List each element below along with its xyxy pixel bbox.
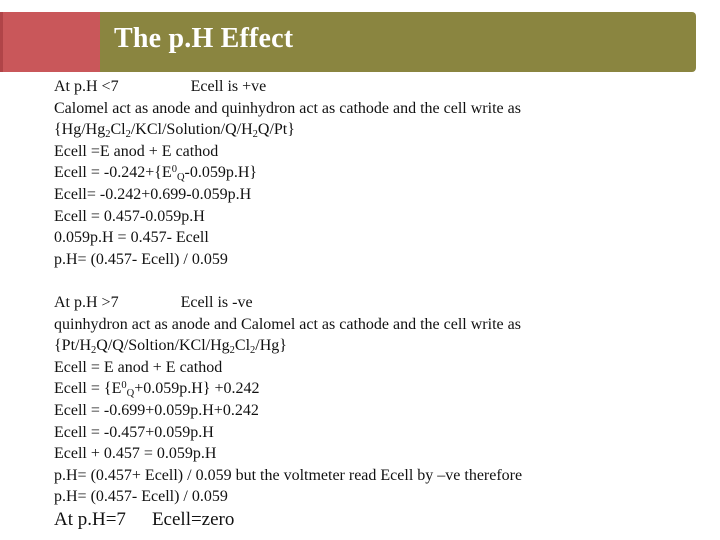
condition-label: At p.H=7	[54, 508, 126, 530]
ecell-equation: Ecell = $\{E^0_Q+0.059p.H\} +0.242$	[54, 380, 260, 400]
title-accent-bar	[0, 12, 100, 72]
body-line: p.H= (0.457- Ecell) / 0.059	[54, 488, 228, 506]
condition-result: Ecell is -ve	[180, 293, 253, 311]
body-line: Calomel act as anode and quinhydron act as cathode and the cell write as	[54, 99, 521, 117]
spacer	[54, 270, 704, 292]
body-line: p.H= (0.457+ Ecell) / 0.059 but the voltmeter read Ecell by –ve therefore	[54, 466, 523, 484]
body-line: Ecell= -0.242+0.699-0.059p.H	[54, 185, 252, 203]
body-line: 0.059p.H = 0.457- Ecell	[54, 229, 209, 247]
cell-notation: $\{Hg/Hg_2Cl_2/KCl/Solution/Q/H_2Q/Pt\}$	[54, 121, 295, 141]
condition-basic	[54, 292, 704, 314]
body-line: Ecell = E anod + E cathod	[54, 358, 223, 376]
condition-label: At p.H <7	[54, 78, 119, 95]
body-line: Ecell = 0.457-0.059p.H	[54, 207, 205, 225]
body-line: p.H= (0.457- Ecell) / 0.059	[54, 250, 228, 268]
condition-neutral	[54, 509, 704, 531]
body-line: Ecell = -0.457+0.059p.H	[54, 423, 214, 441]
body-line: Ecell + 0.457 = 0.059p.H	[54, 445, 217, 463]
condition-result: Ecell is +ve	[190, 78, 267, 95]
title-accent-edge	[0, 12, 3, 72]
slide-title: The p.H Effect	[114, 23, 294, 54]
condition-label: At p.H >7	[54, 293, 119, 311]
condition-result: Ecell=zero	[151, 508, 235, 530]
body-line: quinhydron act as anode and Calomel act as cathode and the cell write as	[54, 315, 521, 333]
ecell-equation: Ecell = $-0.242+\{E^0_Q-0.059p.H\}$	[54, 164, 258, 184]
slide-body	[54, 76, 704, 531]
body-line: Ecell = -0.699+0.059p.H+0.242	[54, 401, 259, 419]
body-line: Ecell =E anod + E cathod	[54, 142, 219, 160]
cell-notation: $\{Pt/H_2Q/Q/Soltion/KCl/Hg_2Cl_2/Hg\}$	[54, 337, 287, 357]
condition-acidic	[54, 76, 704, 98]
